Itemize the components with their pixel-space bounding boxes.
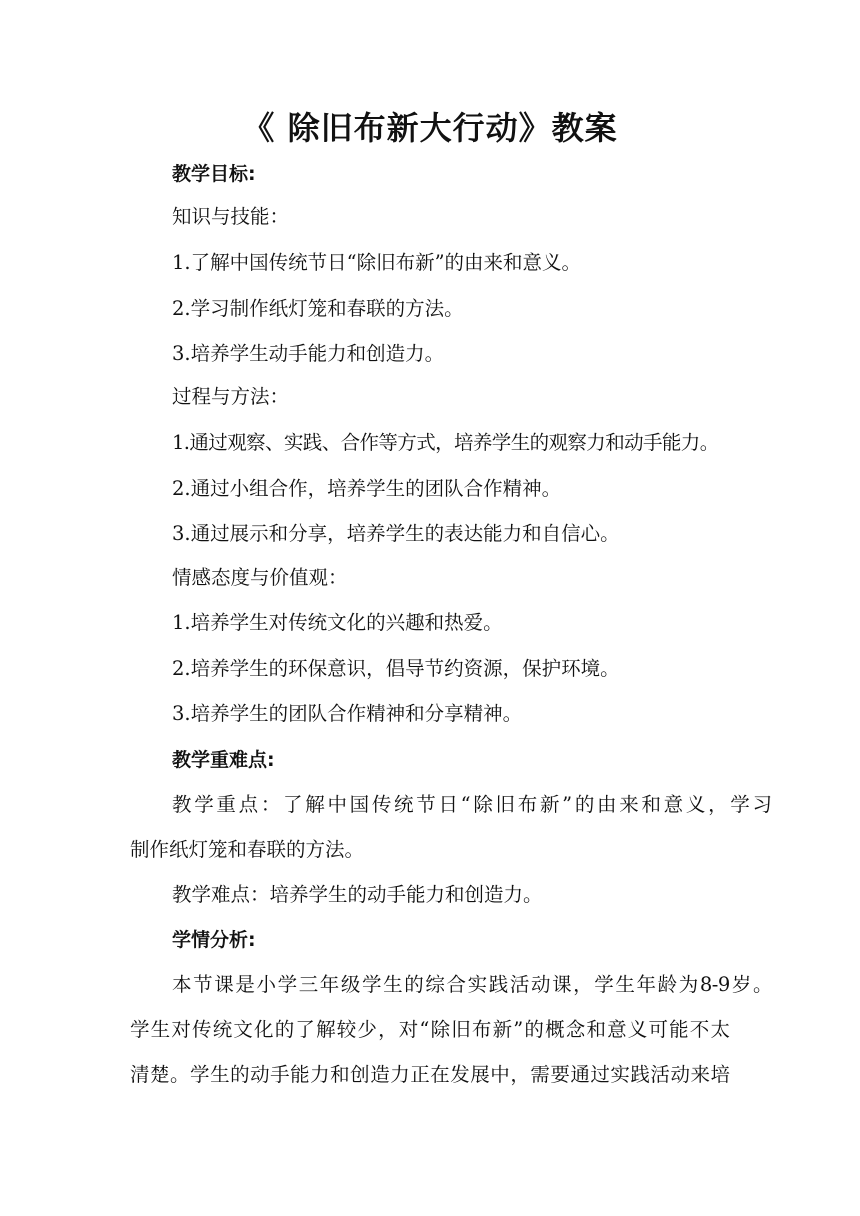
paragraph-line: 2.学习制作纸灯笼和春联的方法。 [172,297,464,320]
paragraph-line: 学生对传统文化的了解较少，对“除旧布新”的概念和意义可能不太 [130,1018,730,1041]
paragraph-line: 3.通过展示和分享，培养学生的表达能力和自信心。 [172,522,620,545]
paragraph-line: 制作纸灯笼和春联的方法。 [130,838,365,861]
subheading-emotion-values: 情感态度与价值观： [172,566,348,589]
document-title: 《 除旧布新大行动》教案 [242,109,618,147]
section-heading-key-points: 教学重难点: [172,749,275,771]
paragraph-line: 2.通过小组合作，培养学生的团队合作精神。 [172,477,562,500]
subheading-process-methods: 过程与方法： [172,385,290,408]
section-heading-teaching-goals: 教学目标: [172,163,256,185]
paragraph-line: 教学难点：培养学生的动手能力和创造力。 [172,883,543,906]
paragraph-line: 1.通过观察、实践、合作等方式，培养学生的观察力和动手能力。 [172,431,719,454]
paragraph-line: 1.了解中国传统节日“除旧布新”的由来和意义。 [172,251,582,274]
paragraph-line: 2.培养学生的环保意识，倡导节约资源，保护环境。 [172,657,620,680]
paragraph-line: 本节课是小学三年级学生的综合实践活动课，学生年龄为8-9岁。 [172,973,772,996]
paragraph-line: 教学重点：了解中国传统节日“除旧布新”的由来和意义，学习 [172,793,772,816]
paragraph-line: 1.培养学生对传统文化的兴趣和热爱。 [172,611,503,634]
paragraph-line: 3.培养学生动手能力和创造力。 [172,342,445,365]
subheading-knowledge-skills: 知识与技能： [172,205,290,228]
paragraph-line: 3.培养学生的团队合作精神和分享精神。 [172,702,523,725]
paragraph-line: 清楚。学生的动手能力和创造力正在发展中，需要通过实践活动来培 [130,1063,730,1086]
section-heading-student-analysis: 学情分析: [172,929,256,951]
